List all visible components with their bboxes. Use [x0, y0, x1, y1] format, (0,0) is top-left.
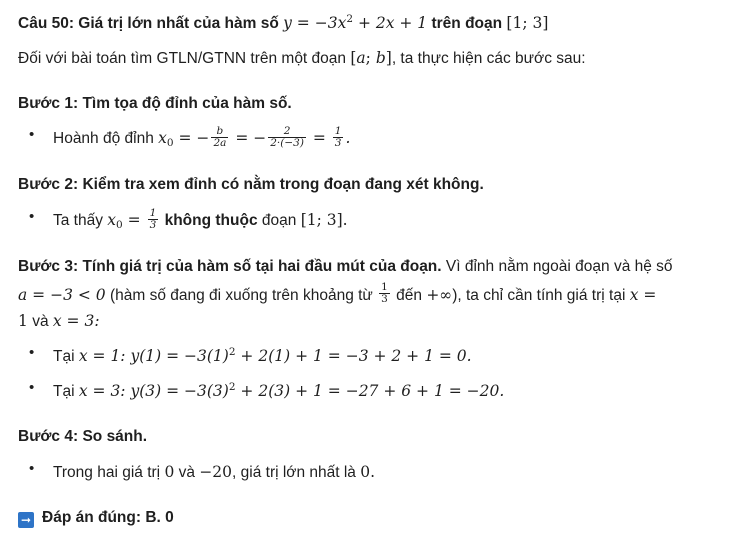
max-value: 0.	[360, 463, 376, 481]
intro-text-end: , ta thực hiện các bước sau:	[391, 50, 586, 67]
step3-item-1	[53, 344, 472, 369]
value-zero: 0	[164, 463, 175, 481]
interval: [1; 3]	[506, 14, 549, 32]
step3-line3	[18, 309, 100, 334]
step3-text: Vì đỉnh nằm ngoài đoạn và hệ số	[445, 258, 673, 275]
step3-text: và	[32, 313, 49, 330]
interval-ab: [a; b]	[350, 49, 392, 67]
bullet-dot: •	[29, 208, 35, 225]
step4-title: Bước 4: So sánh.	[18, 428, 148, 445]
endpoint-1: 1	[18, 312, 28, 330]
step1-title: Bước 1: Tìm tọa độ đỉnh của hàm số.	[18, 95, 292, 112]
step2-bold-text: không thuộc	[164, 212, 258, 229]
computation-x1: x = 1: $y(1) = -3(1)^2 + 2(1) + 1 = -3 + 2 + 1 = 0$.	[78, 346, 472, 365]
step3-line1	[18, 255, 673, 279]
heading-text: Câu 50: Giá trị lớn nhất của hàm số	[18, 15, 279, 32]
question-heading	[18, 11, 548, 36]
function-formula: $y = -3x^2 + 2x + 1$	[283, 13, 428, 32]
step3-item-2	[53, 379, 504, 404]
bullet-dot: •	[29, 460, 35, 477]
step3-line2	[18, 283, 656, 308]
bullet-dot: •	[29, 126, 35, 143]
coefficient-a: a = −3 < 0	[18, 286, 106, 304]
step4-text: , giá trị lớn nhất là	[232, 464, 356, 481]
step3-item-text: Tại	[53, 348, 75, 365]
step4-text: Trong hai giá trị	[53, 464, 161, 481]
heading-mid: trên đoạn	[431, 15, 503, 32]
vertex-value: $x_0$ = $\frac{1}{3}$	[107, 206, 157, 231]
plus-infinity: +∞	[426, 286, 453, 304]
step2-title: Bước 2: Kiểm tra xem đỉnh có nằm trong đoạn đang xét không.	[18, 176, 484, 193]
x-equals: x =	[629, 286, 657, 304]
step4-item	[53, 460, 375, 485]
intro-text: Đối với bài toán tìm GTLN/GTNN trên một đoạn	[18, 50, 347, 67]
step2-item	[53, 208, 348, 233]
step4-text: và	[178, 464, 195, 481]
endpoint-3: x = 3:	[52, 312, 100, 330]
value-minus-twenty: −20	[199, 463, 233, 481]
step2-text-c: đoạn	[261, 212, 297, 229]
arrow-right-icon: ➞	[18, 512, 34, 528]
step3-item-text: Tại	[53, 383, 75, 400]
bullet-dot: •	[29, 344, 35, 361]
step3-text: ), ta chỉ cần tính giá trị tại	[452, 287, 626, 304]
computation-x3: x = 3: $y(3) = -3(3)^2 + 2(3) + 1 = -27 + 6 + 1 = -20$.	[78, 381, 505, 400]
step1-item	[53, 126, 350, 151]
bullet-dot: •	[29, 379, 35, 396]
step1-item-text: Hoành độ đỉnh	[53, 130, 154, 147]
fraction-one-third: $\frac{1}{3}$	[381, 281, 388, 306]
intro-line	[18, 46, 586, 71]
final-answer	[18, 506, 174, 530]
answer-text: Đáp án đúng: B. 0	[42, 509, 174, 526]
step3-title: Bước 3: Tính giá trị của hàm số tại hai đầu mút của đoạn.	[18, 258, 442, 275]
interval: [1; 3].	[300, 211, 348, 229]
step3-text: (hàm số đang đi xuống trên khoảng từ	[109, 287, 373, 304]
vertex-formula: $x_0$ = − $\frac{b}{2a}$ = − $\frac{2}{2\cdot(-3)}$ = $\frac{1}{3}$ .	[158, 124, 351, 149]
step3-text: đến	[396, 287, 422, 304]
step2-text-a: Ta thấy	[53, 212, 103, 229]
